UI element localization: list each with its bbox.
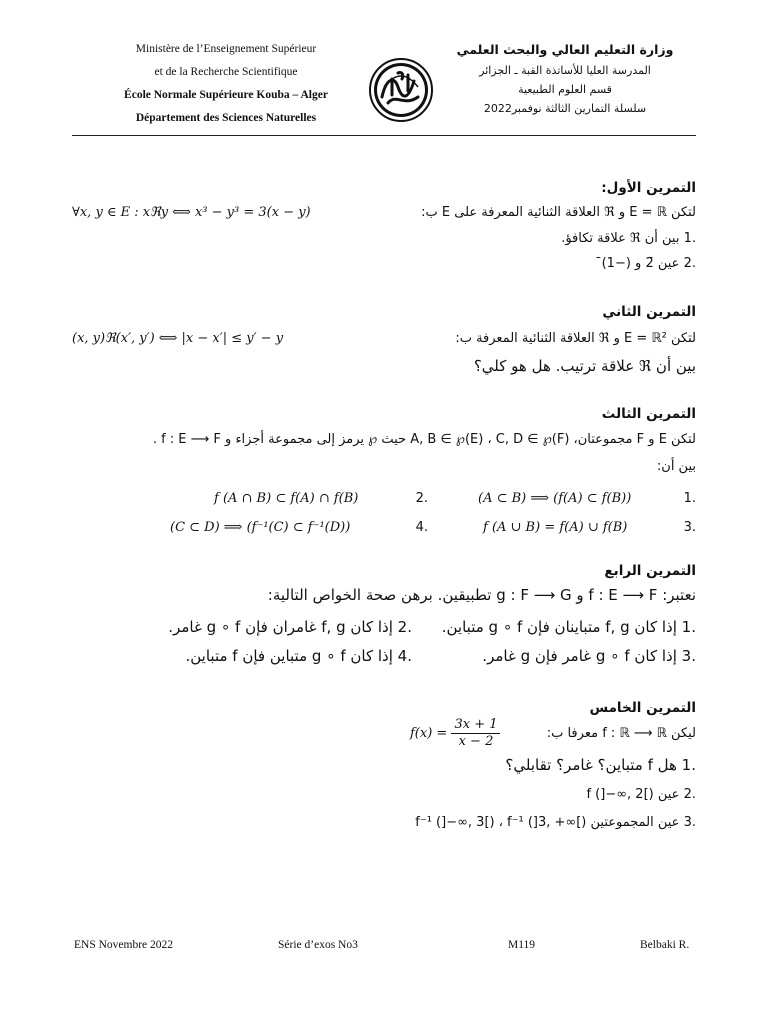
exercise-2-statement: لتكن E = ℝ² و ℜ العلاقة الثنائية المعرفة ب: (455, 331, 696, 346)
department-name: Département des Sciences Naturelles (135, 112, 317, 124)
exercise-2-question: بين أن ℜ علاقة ترتيب. هل هو كلي؟ (473, 357, 696, 375)
exercise-2-relation-formula: (x, y)ℜ(x′, y′) ⟺ |x − x′| ≤ y′ − y (72, 331, 284, 346)
exercise-5-function-definition (410, 717, 500, 750)
exercise-3-statement-3: f (A ∪ B) = f(A) ∪ f(B) (483, 520, 628, 535)
header-divider (72, 135, 696, 136)
exercise-5-question-1: .1 هل f متباين؟ غامر؟ تقابلي؟ (505, 756, 696, 774)
school-logo (368, 57, 434, 123)
ministry-arabic: وزارة التعليم العالي والبحث العلمي (456, 42, 674, 57)
exercise-2-title: التمرين الثاني (602, 304, 696, 320)
exercise-4-title: التمرين الرابع (604, 563, 696, 579)
footer-center: Série d’exos No3 (278, 939, 358, 951)
exercise-3-title: التمرين الثالث (601, 406, 696, 422)
exercise-5-question-3: .3 عين المجموعتين f⁻¹ (]−∞, 3[) ، f⁻¹ (]3, +∞[) (415, 815, 696, 830)
function-lhs: f(x) = (410, 726, 448, 741)
exercise-3-prompt: بين أن: (656, 459, 696, 474)
ministry-line-1: Ministère de l’Enseignement Supérieur (135, 43, 317, 55)
exercise-5-statement: ليكن f : ℝ ⟶ ℝ معرفا ب: (546, 726, 696, 741)
ministry-line-2: et de la Recherche Scientifique (154, 66, 298, 78)
footer-author: Belbaki R. (640, 939, 690, 951)
exercise-3-number-1: .1 (683, 491, 696, 506)
exercise-4-property-3: .3 إذا كان g ∘ f غامر فإن g غامر. (482, 647, 696, 665)
exercise-3-number-4: .4 (415, 520, 428, 535)
header-arabic (440, 38, 690, 118)
exercise-3-number-2: .2 (415, 491, 428, 506)
fraction-numerator: 3x + 1 (451, 717, 500, 734)
school-name: École Normale Supérieure Kouba – Alger (124, 89, 328, 101)
exercise-3-statement: لتكن E و F مجموعتان، A, B ∈ ℘(E) ، C, D ∈ ℘(F) حيث ℘ يرمز إلى مجموعة أجزاء و f : E ⟶ F . (152, 432, 696, 447)
exercise-3-number-3: .3 (683, 520, 696, 535)
exercise-4-statement: نعتبر: f : E ⟶ F و g : F ⟶ G تطبيقين. برهن صحة الخواص التالية: (267, 586, 696, 604)
footer-course-code: M119 (508, 939, 536, 951)
fraction-denominator: x − 2 (458, 734, 494, 749)
exercise-1-title: التمرين الأول: (601, 180, 696, 196)
exercise-3-statement-4: (C ⊂ D) ⟹ (f⁻¹(C) ⊂ f⁻¹(D)) (170, 520, 351, 535)
exercise-3-statement-2: f (A ∩ B) ⊂ f(A) ∩ f(B) (214, 491, 359, 506)
exercise-1-statement: لتكن E = ℝ و ℜ العلاقة الثنائية المعرفة على E ب: (421, 205, 696, 220)
exercise-3-statement-1: (A ⊂ B) ⟹ (f(A) ⊂ f(B)) (478, 491, 632, 506)
exercise-4-property-2: .2 إذا كان f, g غامران فإن g ∘ f غامر. (168, 618, 412, 636)
exercise-1-question-1: .1 بين أن ℜ علاقة تكافؤ. (561, 231, 696, 246)
department-arabic: قسم العلوم الطبيعية (518, 83, 612, 96)
header-french (76, 38, 376, 130)
exercise-5-title: التمرين الخامس (589, 700, 696, 716)
exercise-5-question-2: .2 عين f (]−∞, 2[) (586, 787, 696, 802)
function-fraction (451, 717, 500, 750)
series-arabic: سلسلة التمارين الثالثة نوفمبر2022 (483, 102, 647, 115)
exercise-1-question-2: .2 عين 2̄ و (−1)̄ (601, 256, 696, 271)
exercise-4-property-1: .1 إذا كان f, g متباينان فإن g ∘ f متباين. (441, 618, 696, 636)
exercise-4-property-4: .4 إذا كان g ∘ f متباين فإن f متباين. (185, 647, 412, 665)
footer-left: ENS Novembre 2022 (74, 939, 174, 951)
school-arabic: المدرسة العليا للأساتذة القبة ـ الجزائر (479, 64, 651, 77)
exercise-1-relation-formula: ∀x, y ∈ E : xℜy ⟺ x³ − y³ = 3(x − y) (72, 205, 311, 220)
